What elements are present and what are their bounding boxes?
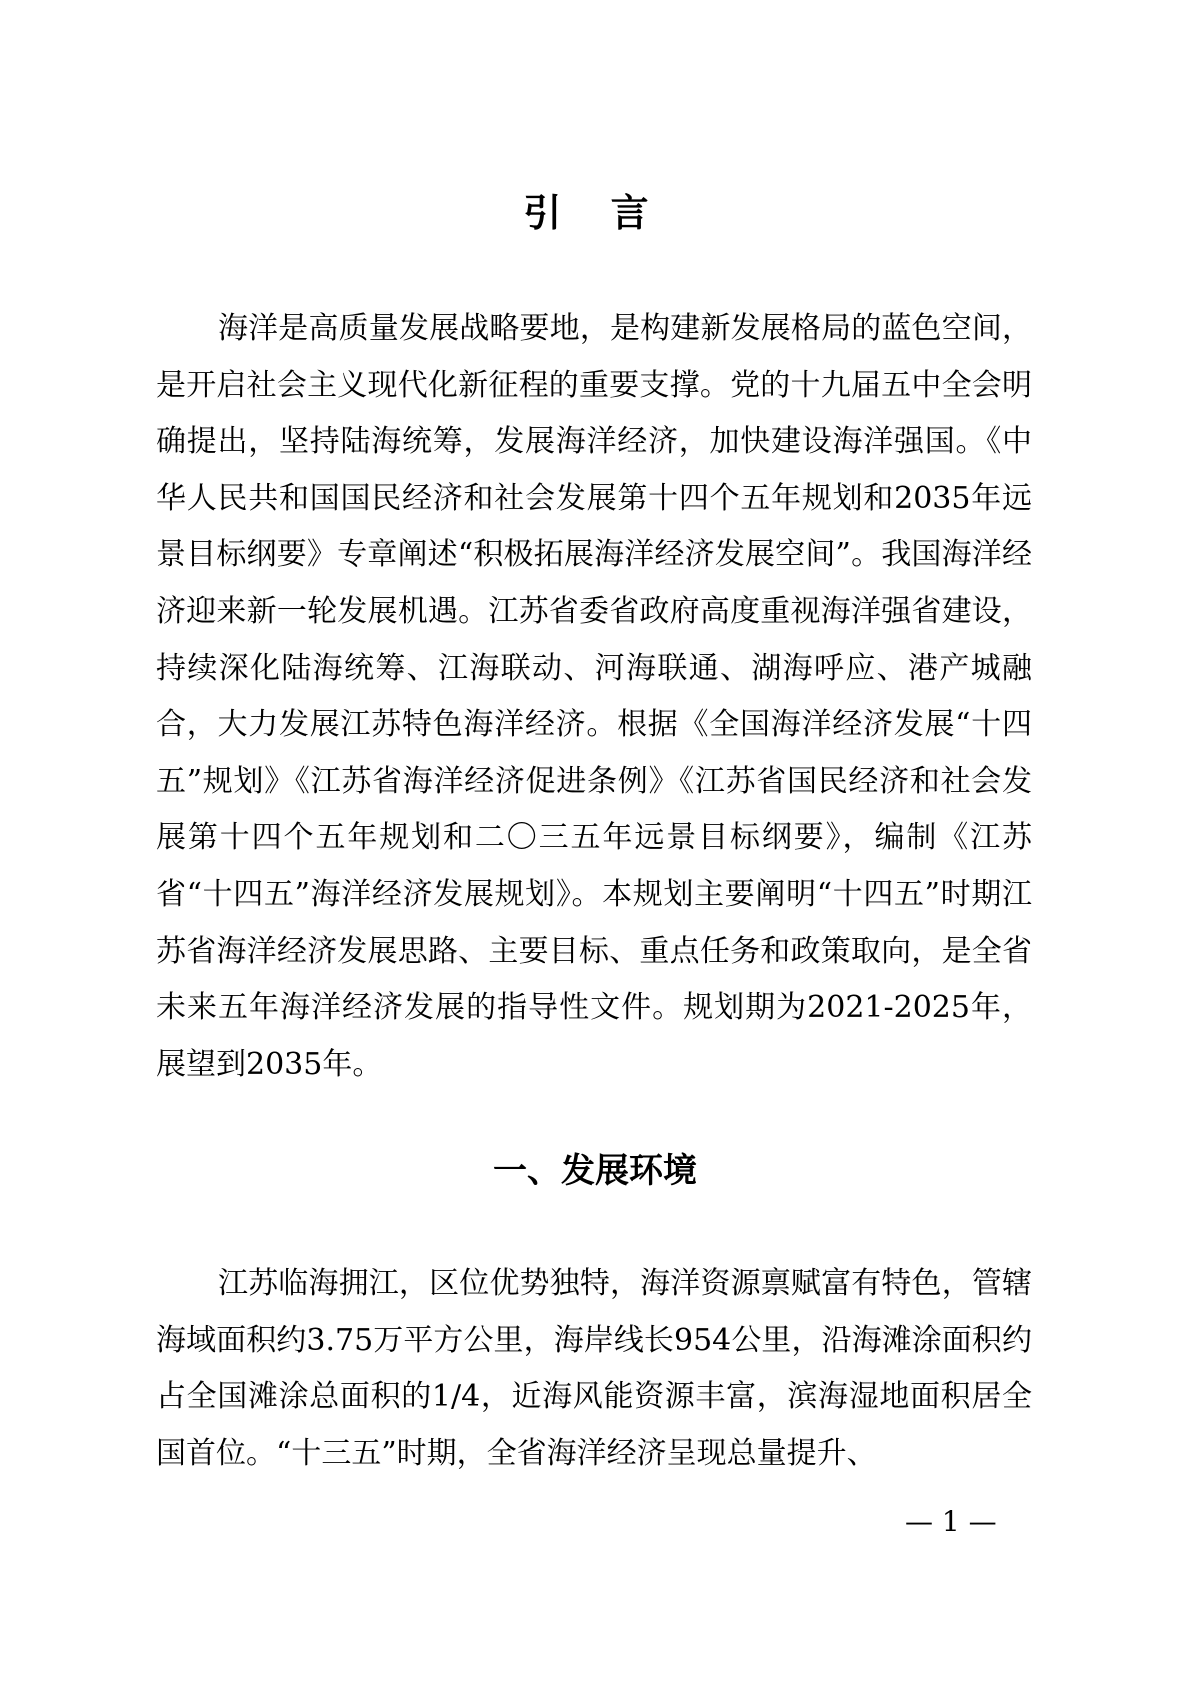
intro-paragraph: 海洋是高质量发展战略要地，是构建新发展格局的蓝色空间，是开启社会主义现代化新征程的重要支撑。党的十九届五中全会明确提出，坚持陆海统筹，发展海洋经济，加快建设海洋强国。《中华人民共和国国民经济和社会发展第十四个五年规划和2035年远景目标纲要》专章阐述“积极拓展海洋经济发展空间”。我国海洋经济迎来新一轮发展机遇。江苏省委省政府高度重视海洋强省建设，持续深化陆海统筹、江海联动、河海联通、湖海呼应、港产城融合，大力发展江苏特色海洋经济。根据《全国海洋经济发展“十四五”规划》《江苏省海洋经济促进条例》《江苏省国民经济和社会发展第十四个五年规划和二〇三五年远景目标纲要》，编制《江苏省“十四五”海洋经济发展规划》。本规划主要阐明“十四五”时期江苏省海洋经济发展思路、主要目标、重点任务和政策取向，是全省未来五年海洋经济发展的指导性文件。规划期为2021-2025年，展望到2035年。 bbox=[156, 311, 1032, 1082]
intro-heading: 引 言 bbox=[523, 191, 667, 235]
page-number: — 1 — bbox=[905, 1505, 997, 1538]
section-heading-development-environment: 一、发展环境 bbox=[493, 1151, 697, 1191]
development-environment-paragraph: 江苏临海拥江，区位优势独特，海洋资源禀赋富有特色，管辖海域面积约3.75万平方公里，海岸线长954公里，沿海滩涂面积约占全国滩涂总面积的1/4，近海风能资源丰富，滨海湿地面积居全国首位。“十三五”时期，全省海洋经济呈现总量提升、 bbox=[156, 1266, 1032, 1471]
